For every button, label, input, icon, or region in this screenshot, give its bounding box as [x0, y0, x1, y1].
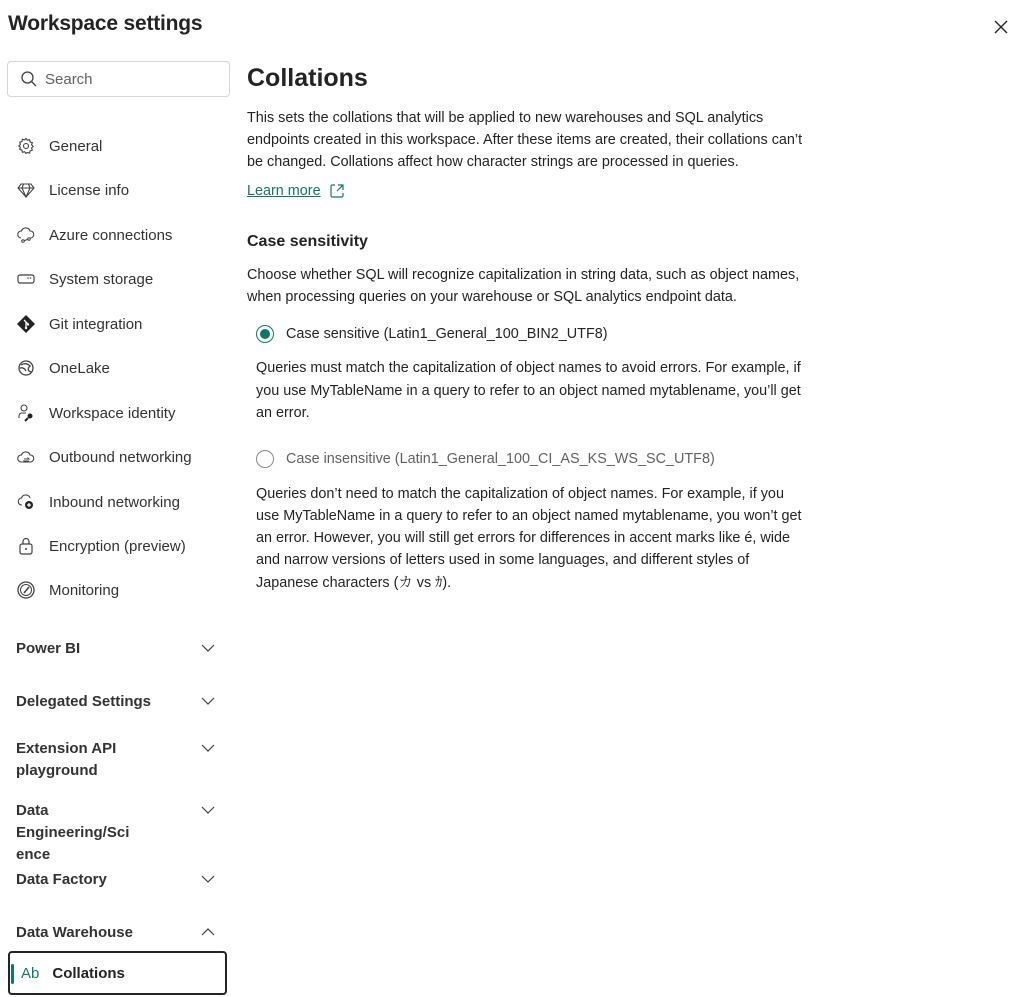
collations-icon: Ab [21, 964, 40, 982]
option-desc-line: Queries don’t need to match the capitalization of object names. For example, if you [256, 486, 784, 502]
gauge-icon [16, 580, 36, 600]
description-line: This sets the collations that will be applied to new warehouses and SQL analytics [247, 110, 764, 126]
sidebar-item-license-info[interactable] [16, 176, 226, 204]
sidebar-item-label: Outbound networking [49, 448, 192, 466]
option-desc-line: Japanese characters (カ vs ｶ). [256, 575, 452, 591]
option-desc-line: and narrow versions of letters used in some languages, and different styles of [256, 552, 750, 568]
option-desc-line: Queries must match the capitalization of object names to avoid errors. For example, if [256, 360, 801, 376]
option-desc-line: you use MyTableName in a query to refer to an object named mytablename, you’ll get [256, 383, 801, 399]
page-title: Workspace settings [8, 12, 203, 35]
section-desc-line: when processing queries on your warehouse or SQL analytics endpoint data. [247, 289, 737, 305]
sidebar-item-onelake[interactable] [16, 354, 226, 382]
search-input[interactable] [45, 71, 215, 88]
group-label: Data Warehouse [16, 924, 133, 941]
option-desc-line: use MyTableName in a query to refer to an object named mytablename, you won’t get [256, 508, 802, 524]
group-label: Power BI [16, 640, 81, 657]
sidebar-item-collations[interactable] [8, 951, 227, 995]
section-title: Collations [247, 64, 368, 92]
sidebar-item-system-storage[interactable] [16, 265, 226, 293]
section-desc-line: Choose whether SQL will recognize capitalization in string data, such as object names, [247, 267, 800, 283]
sidebar-item-label: Monitoring [49, 581, 120, 599]
sidebar-item-label: Collations [52, 964, 125, 982]
description-line: be changed. Collations affect how character strings are processed in queries. [247, 154, 739, 170]
sidebar-item-general[interactable] [16, 132, 226, 160]
radio-case-insensitive[interactable] [256, 450, 715, 468]
cloud-link-icon [16, 225, 36, 245]
group-extension-api-playground[interactable] [16, 738, 221, 782]
close-icon [990, 16, 1012, 38]
cloud-inbound-icon [16, 492, 36, 512]
radio-case-sensitive[interactable] [256, 325, 608, 343]
group-data-warehouse[interactable] [16, 922, 221, 944]
sidebar-item-label: Workspace identity [49, 404, 176, 422]
radio-label: Case sensitive (Latin1_General_100_BIN2_UTF8) [286, 326, 608, 342]
sidebar-item-label: Azure connections [49, 226, 173, 244]
person-key-icon [16, 403, 36, 423]
sidebar-item-label: General [49, 137, 103, 155]
group-label: Data Engineering/Science [16, 802, 130, 863]
case-sensitivity-heading: Case sensitivity [247, 233, 368, 250]
external-link-icon [329, 183, 345, 199]
active-indicator [11, 964, 14, 984]
search-icon [20, 70, 38, 88]
sidebar-item-label: OneLake [49, 359, 110, 377]
chevron-down-icon [200, 695, 216, 707]
learn-more-link[interactable] [247, 183, 345, 199]
chevron-down-icon [200, 873, 216, 885]
onelake-icon [16, 358, 36, 378]
group-power-bi[interactable] [16, 638, 221, 660]
close-button[interactable] [990, 16, 1012, 38]
group-data-factory[interactable] [16, 869, 221, 891]
lock-icon [16, 536, 36, 556]
option-desc-line: an error. However, you will still get errors for differences in accent marks like é, wide [256, 530, 790, 546]
sidebar-item-label: Encryption (preview) [49, 537, 186, 555]
sidebar-item-label: Inbound networking [49, 493, 180, 511]
sidebar-item-label: System storage [49, 270, 154, 288]
radio-unselected-icon[interactable] [256, 450, 274, 468]
sidebar-item-outbound-networking[interactable] [16, 443, 226, 471]
group-delegated-settings[interactable] [16, 691, 221, 713]
group-data-engineering-science[interactable] [16, 800, 221, 866]
option-desc-line: an error. [256, 405, 310, 421]
radio-selected-icon[interactable] [256, 325, 274, 343]
chevron-down-icon [200, 804, 216, 816]
sidebar-item-git-integration[interactable] [16, 310, 226, 338]
description-line: endpoints created in this workspace. After these items are created, their collations can’t [247, 132, 803, 148]
sidebar-item-inbound-networking[interactable] [16, 488, 226, 516]
search-box[interactable] [7, 61, 230, 97]
cloud-outbound-icon [16, 447, 36, 467]
radio-label: Case insensitive (Latin1_General_100_CI_AS_KS_WS_SC_UTF8) [286, 451, 715, 467]
sidebar-item-azure-connections[interactable] [16, 221, 226, 249]
sidebar-item-monitoring[interactable] [16, 576, 226, 604]
group-label: Delegated Settings [16, 693, 152, 710]
chevron-down-icon [200, 642, 216, 654]
group-label: Extension API playground [16, 740, 117, 779]
sidebar-item-label: Git integration [49, 315, 143, 333]
chevron-down-icon [200, 742, 216, 754]
sidebar-item-workspace-identity[interactable] [16, 399, 226, 427]
sidebar-item-encryption[interactable] [16, 532, 226, 560]
diamond-icon [16, 180, 36, 200]
git-icon [16, 314, 36, 334]
sidebar-item-label: License info [49, 181, 130, 199]
gear-icon [16, 136, 36, 156]
chevron-up-icon [200, 926, 216, 938]
group-label: Data Factory [16, 871, 107, 888]
learn-more-text[interactable]: Learn more [247, 183, 321, 199]
storage-icon [16, 269, 36, 289]
